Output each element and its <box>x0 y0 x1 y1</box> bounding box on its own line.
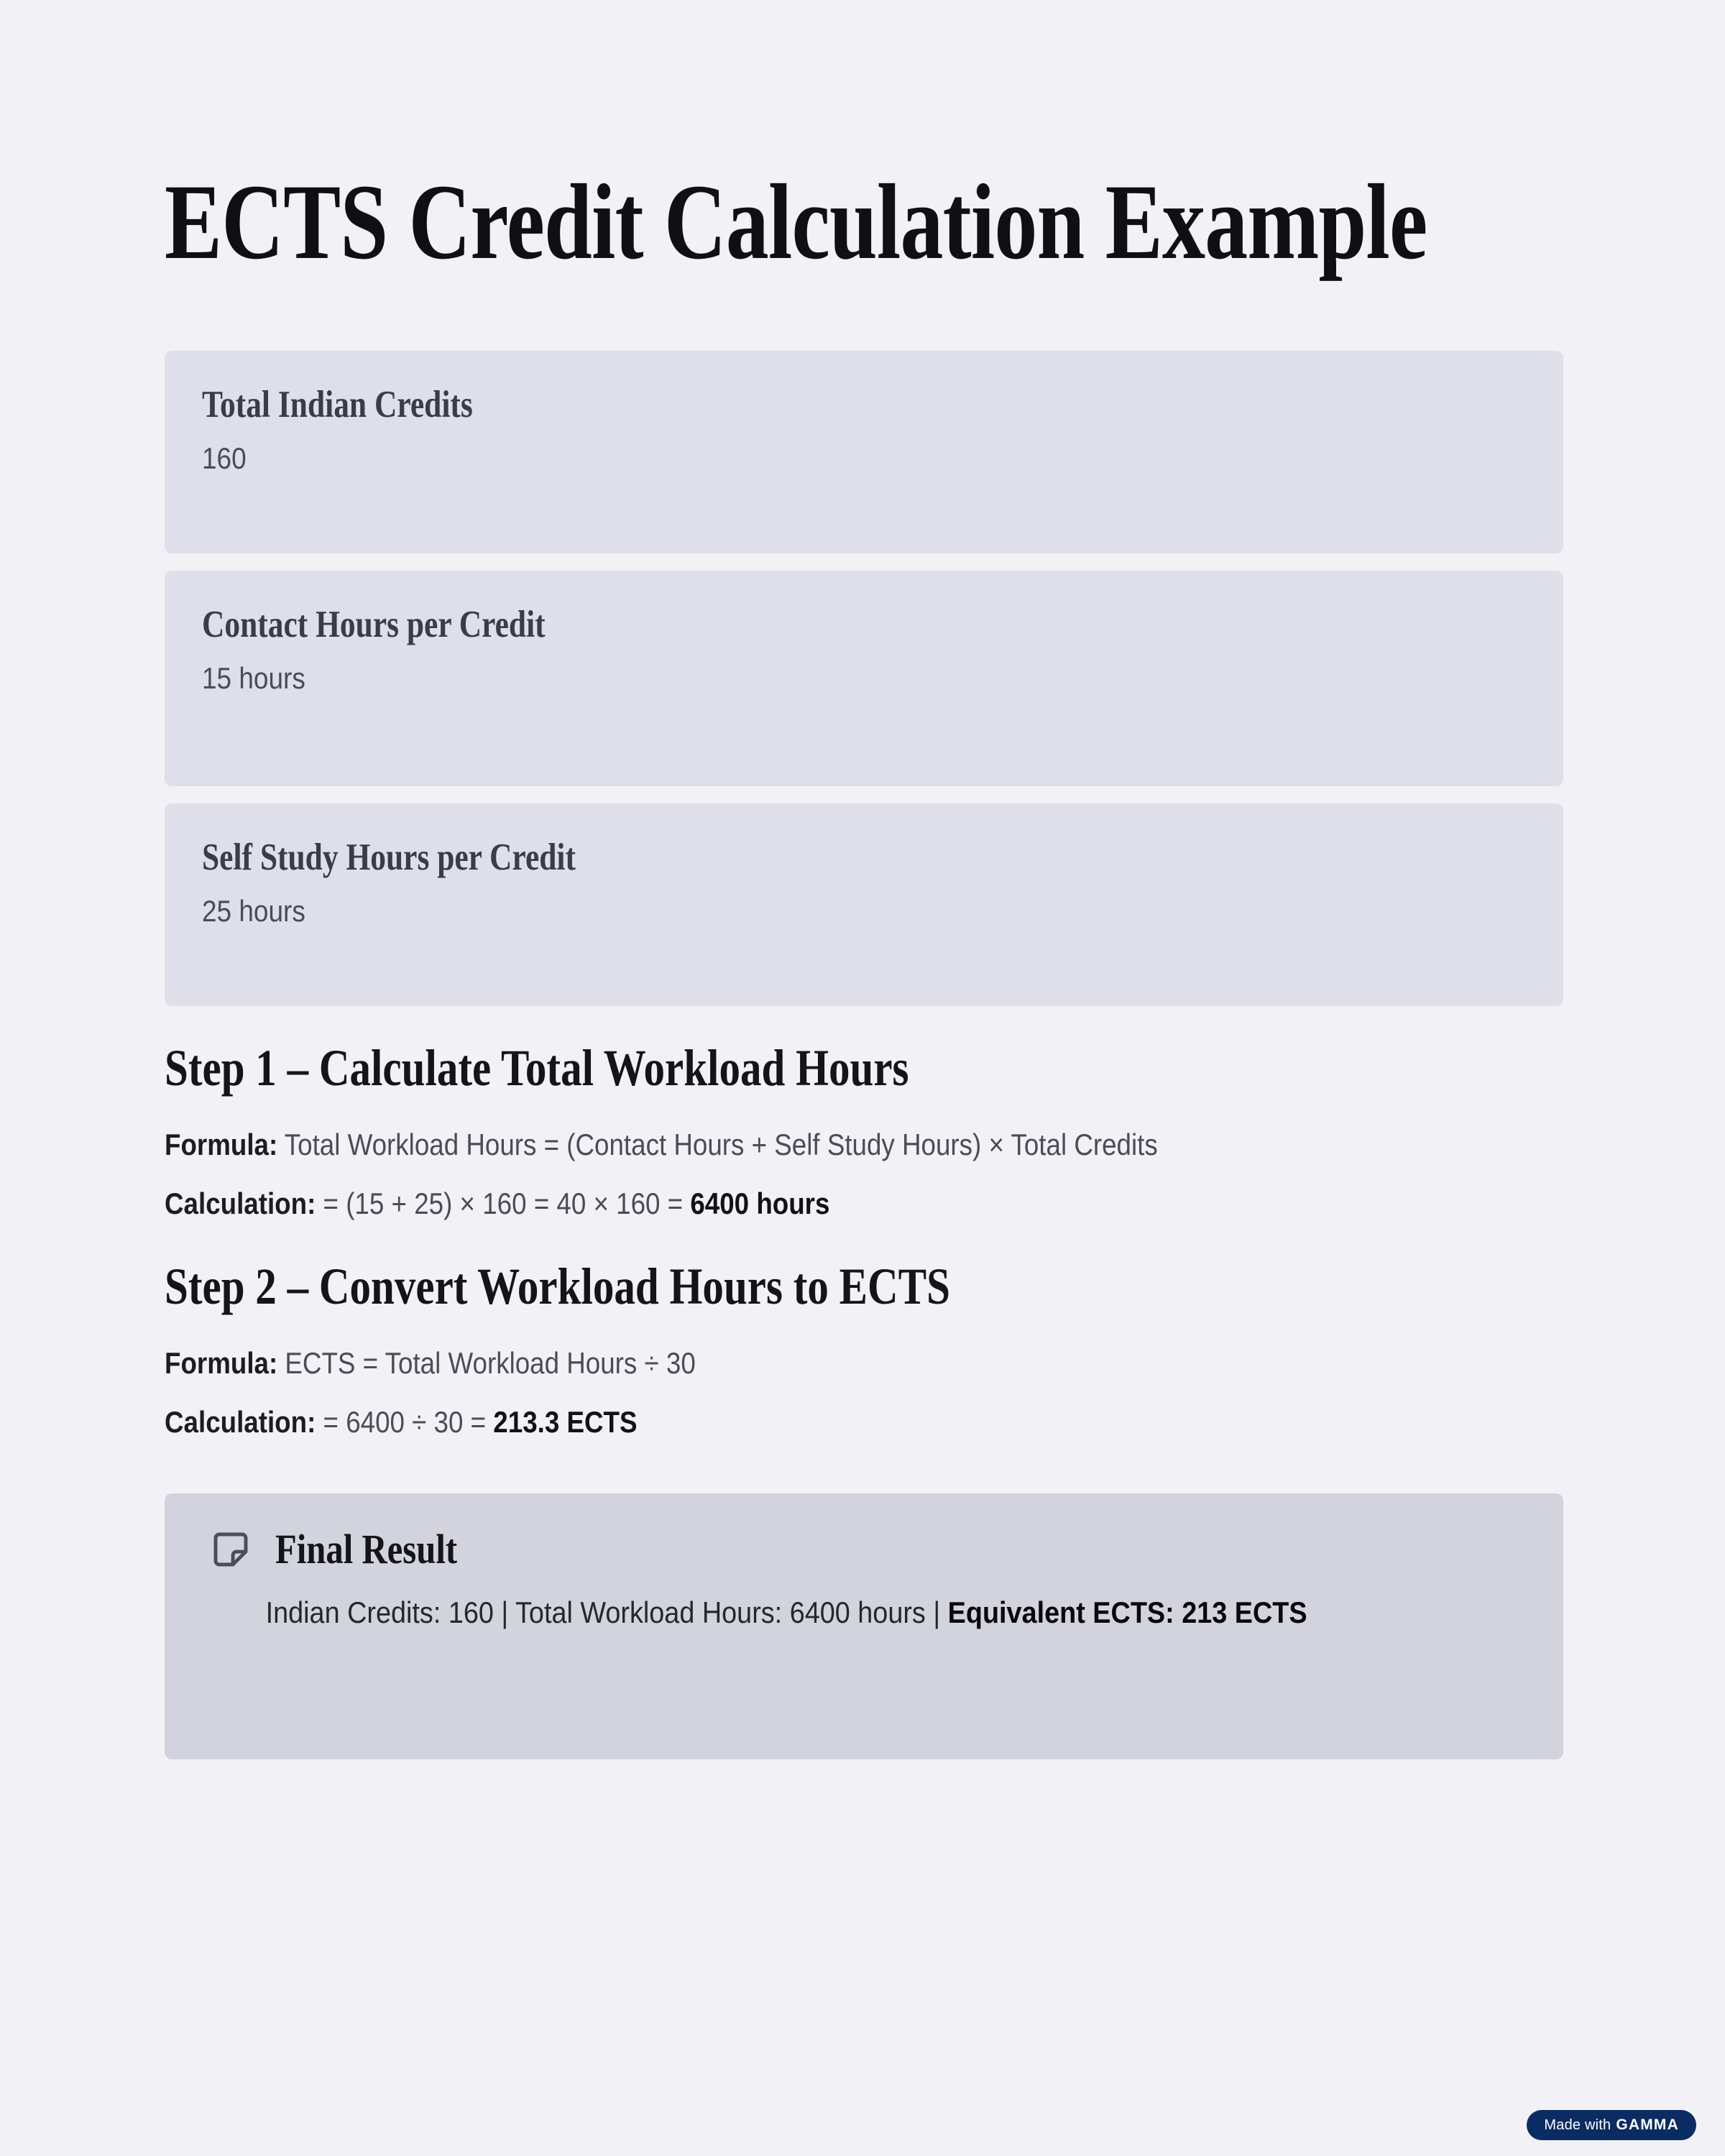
step-1-heading: Step 1 – Calculate Total Workload Hours <box>165 1039 909 1097</box>
info-card-contact-hours-per-credit <box>165 571 1563 786</box>
step-1-formula <box>165 1123 1563 1166</box>
info-card-label: Contact Hours per Credit <box>202 604 546 645</box>
info-card-value: 160 <box>202 441 247 475</box>
step-1-calculation <box>165 1182 1563 1225</box>
sticky-note-icon <box>211 1529 251 1570</box>
formula-text: ECTS = Total Workload Hours ÷ 30 <box>277 1346 696 1381</box>
formula-label: Formula: <box>165 1346 278 1381</box>
final-result-summary <box>205 1591 1583 1635</box>
made-with-gamma-badge[interactable] <box>1527 2110 1696 2140</box>
info-card-list <box>165 351 1563 1006</box>
final-result-header <box>205 1526 1523 1572</box>
formula-text: Total Workload Hours = (Contact Hours + Self Study Hours) × Total Credits <box>277 1127 1158 1161</box>
info-card-value: 15 hours <box>202 660 305 695</box>
step-1-block <box>165 1038 1563 1225</box>
step-2-calculation <box>165 1401 1563 1444</box>
final-result-summary-emphasis: Equivalent ECTS: 213 ECTS <box>947 1595 1307 1630</box>
badge-prefix-label: Made with <box>1544 2116 1611 2133</box>
final-result-title: Final Result <box>275 1526 458 1573</box>
calculation-text: = 6400 ÷ 30 = <box>316 1404 494 1439</box>
calculation-result: 213.3 ECTS <box>493 1404 638 1439</box>
info-card-total-indian-credits <box>165 351 1563 553</box>
calculation-result: 6400 hours <box>690 1186 830 1220</box>
info-card-value: 25 hours <box>202 893 305 928</box>
calculation-label: Calculation: <box>165 1404 316 1439</box>
page-title: ECTS Credit Calculation Example <box>165 162 1427 282</box>
step-2-block <box>165 1256 1563 1443</box>
step-2-formula <box>165 1342 1563 1385</box>
content-column <box>165 0 1563 1759</box>
badge-brand-label: GAMMA <box>1616 2116 1679 2133</box>
final-result-summary-text: Indian Credits: 160 | Total Workload Hours: 6400 hours | <box>265 1595 948 1630</box>
calculation-text: = (15 + 25) × 160 = 40 × 160 = <box>316 1186 691 1220</box>
formula-label: Formula: <box>165 1127 278 1161</box>
info-card-self-study-hours-per-credit <box>165 803 1563 1006</box>
final-result-card <box>165 1493 1563 1759</box>
info-card-label: Total Indian Credits <box>202 384 473 425</box>
calculation-label: Calculation: <box>165 1186 316 1220</box>
info-card-label: Self Study Hours per Credit <box>202 837 576 878</box>
step-2-heading: Step 2 – Convert Workload Hours to ECTS <box>165 1258 950 1316</box>
